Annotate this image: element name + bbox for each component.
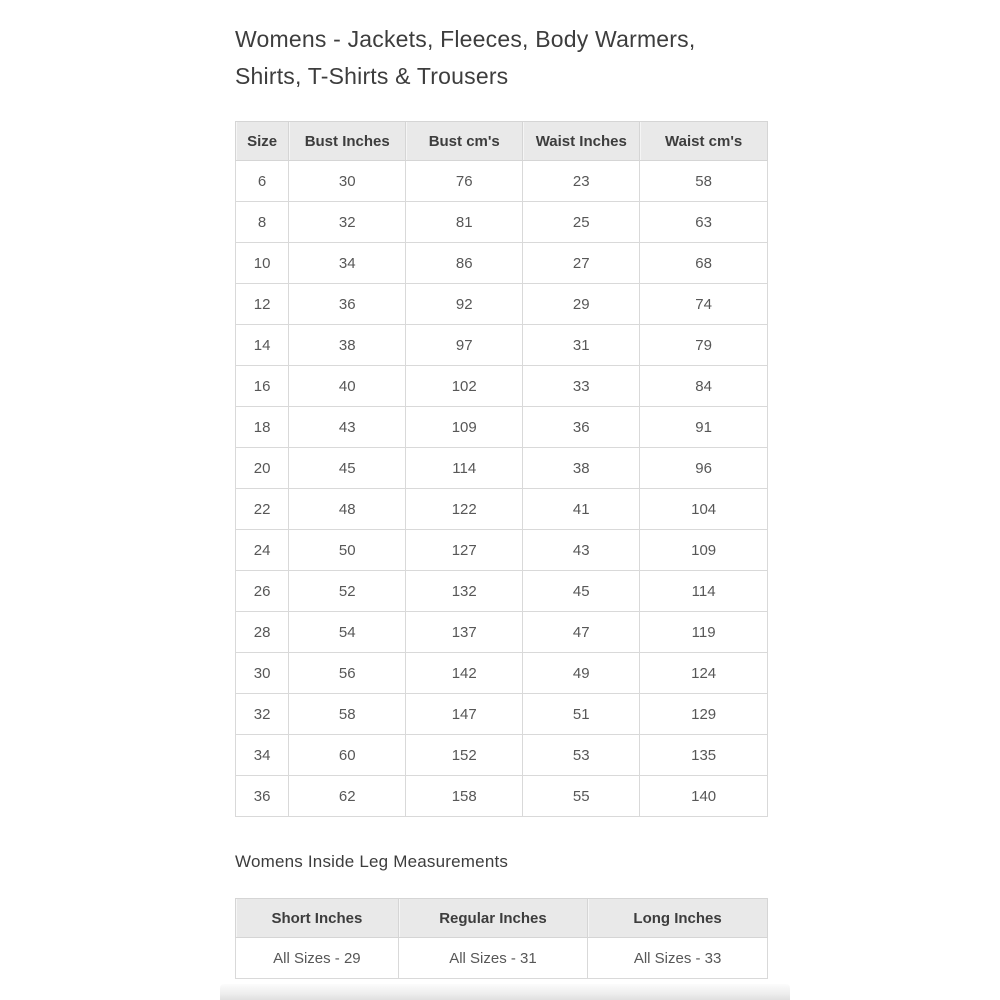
table-cell: 34 — [289, 243, 406, 284]
table-cell: 52 — [289, 571, 406, 612]
table-cell: 147 — [406, 694, 523, 735]
table-cell: 25 — [523, 202, 640, 243]
table-cell: 58 — [640, 161, 768, 202]
table-cell: 30 — [289, 161, 406, 202]
table-cell: 68 — [640, 243, 768, 284]
page-title-line2: Shirts, T-Shirts & Trousers — [235, 63, 509, 89]
inside-leg-table — [235, 898, 768, 979]
table-cell: 41 — [523, 489, 640, 530]
table-cell: 47 — [523, 612, 640, 653]
table-row — [236, 653, 768, 694]
column-header: Bust Inches — [289, 122, 406, 161]
table-cell: 132 — [406, 571, 523, 612]
table-row — [236, 202, 768, 243]
table-row — [236, 284, 768, 325]
column-header: Short Inches — [236, 899, 399, 938]
table-cell: 36 — [289, 284, 406, 325]
column-header: Waist Inches — [523, 122, 640, 161]
table-cell: 31 — [523, 325, 640, 366]
table-row — [236, 938, 768, 979]
table-cell: 16 — [236, 366, 289, 407]
table-cell: 60 — [289, 735, 406, 776]
table-row — [236, 571, 768, 612]
size-table-body — [236, 161, 768, 817]
table-cell: 79 — [640, 325, 768, 366]
table-cell: 142 — [406, 653, 523, 694]
table-row — [236, 448, 768, 489]
table-cell: 127 — [406, 530, 523, 571]
table-row — [236, 325, 768, 366]
table-cell: 32 — [289, 202, 406, 243]
table-cell: 84 — [640, 366, 768, 407]
table-cell: 92 — [406, 284, 523, 325]
table-cell: 23 — [523, 161, 640, 202]
table-cell: 102 — [406, 366, 523, 407]
table-row — [236, 489, 768, 530]
column-header: Size — [236, 122, 289, 161]
table-cell: 56 — [289, 653, 406, 694]
table-cell: 62 — [289, 776, 406, 817]
table-cell: 18 — [236, 407, 289, 448]
page-title-line1: Womens - Jackets, Fleeces, Body Warmers, — [235, 26, 696, 52]
table-row — [236, 161, 768, 202]
table-cell: 38 — [523, 448, 640, 489]
table-row — [236, 694, 768, 735]
table-cell: 12 — [236, 284, 289, 325]
table-cell: 58 — [289, 694, 406, 735]
table-cell: 122 — [406, 489, 523, 530]
table-cell: 129 — [640, 694, 768, 735]
table-cell: All Sizes - 33 — [588, 938, 768, 979]
table-cell: 26 — [236, 571, 289, 612]
table-cell: 158 — [406, 776, 523, 817]
table-cell: 22 — [236, 489, 289, 530]
table-cell: 152 — [406, 735, 523, 776]
table-cell: 40 — [289, 366, 406, 407]
column-header: Bust cm's — [406, 122, 523, 161]
table-cell: 91 — [640, 407, 768, 448]
table-cell: 81 — [406, 202, 523, 243]
size-guide-section — [235, 0, 768, 979]
leg-table-body — [236, 938, 768, 979]
table-cell: 109 — [406, 407, 523, 448]
table-cell: 38 — [289, 325, 406, 366]
table-cell: 135 — [640, 735, 768, 776]
table-row — [236, 612, 768, 653]
table-cell: 114 — [406, 448, 523, 489]
table-cell: 34 — [236, 735, 289, 776]
table-cell: 24 — [236, 530, 289, 571]
table-cell: 32 — [236, 694, 289, 735]
table-cell: 8 — [236, 202, 289, 243]
table-cell: 114 — [640, 571, 768, 612]
table-cell: 97 — [406, 325, 523, 366]
column-header: Long Inches — [588, 899, 768, 938]
table-cell: All Sizes - 31 — [398, 938, 587, 979]
table-cell: 10 — [236, 243, 289, 284]
table-cell: 48 — [289, 489, 406, 530]
table-row — [236, 366, 768, 407]
table-cell: 14 — [236, 325, 289, 366]
table-cell: 45 — [289, 448, 406, 489]
table-cell: 36 — [523, 407, 640, 448]
table-cell: 53 — [523, 735, 640, 776]
page-title — [235, 21, 768, 95]
column-header: Waist cm's — [640, 122, 768, 161]
table-row — [236, 735, 768, 776]
table-cell: 43 — [523, 530, 640, 571]
table-cell: 124 — [640, 653, 768, 694]
table-cell: 54 — [289, 612, 406, 653]
table-cell: All Sizes - 29 — [236, 938, 399, 979]
table-cell: 36 — [236, 776, 289, 817]
leg-table-header-row — [236, 899, 768, 938]
table-row — [236, 407, 768, 448]
table-cell: 86 — [406, 243, 523, 284]
table-cell: 63 — [640, 202, 768, 243]
table-cell: 6 — [236, 161, 289, 202]
table-cell: 29 — [523, 284, 640, 325]
size-table-header-row — [236, 122, 768, 161]
table-row — [236, 243, 768, 284]
table-cell: 30 — [236, 653, 289, 694]
womens-size-table — [235, 121, 768, 817]
table-cell: 109 — [640, 530, 768, 571]
table-cell: 55 — [523, 776, 640, 817]
table-cell: 33 — [523, 366, 640, 407]
table-cell: 51 — [523, 694, 640, 735]
table-cell: 20 — [236, 448, 289, 489]
table-cell: 28 — [236, 612, 289, 653]
table-cell: 74 — [640, 284, 768, 325]
table-cell: 50 — [289, 530, 406, 571]
table-cell: 96 — [640, 448, 768, 489]
table-cell: 140 — [640, 776, 768, 817]
bottom-panel-edge — [220, 984, 790, 1000]
table-cell: 49 — [523, 653, 640, 694]
table-cell: 43 — [289, 407, 406, 448]
table-cell: 137 — [406, 612, 523, 653]
table-cell: 104 — [640, 489, 768, 530]
inside-leg-subtitle: Womens Inside Leg Measurements — [235, 852, 509, 871]
table-cell: 27 — [523, 243, 640, 284]
table-cell: 76 — [406, 161, 523, 202]
table-cell: 45 — [523, 571, 640, 612]
table-row — [236, 530, 768, 571]
column-header: Regular Inches — [398, 899, 587, 938]
table-row — [236, 776, 768, 817]
table-cell: 119 — [640, 612, 768, 653]
